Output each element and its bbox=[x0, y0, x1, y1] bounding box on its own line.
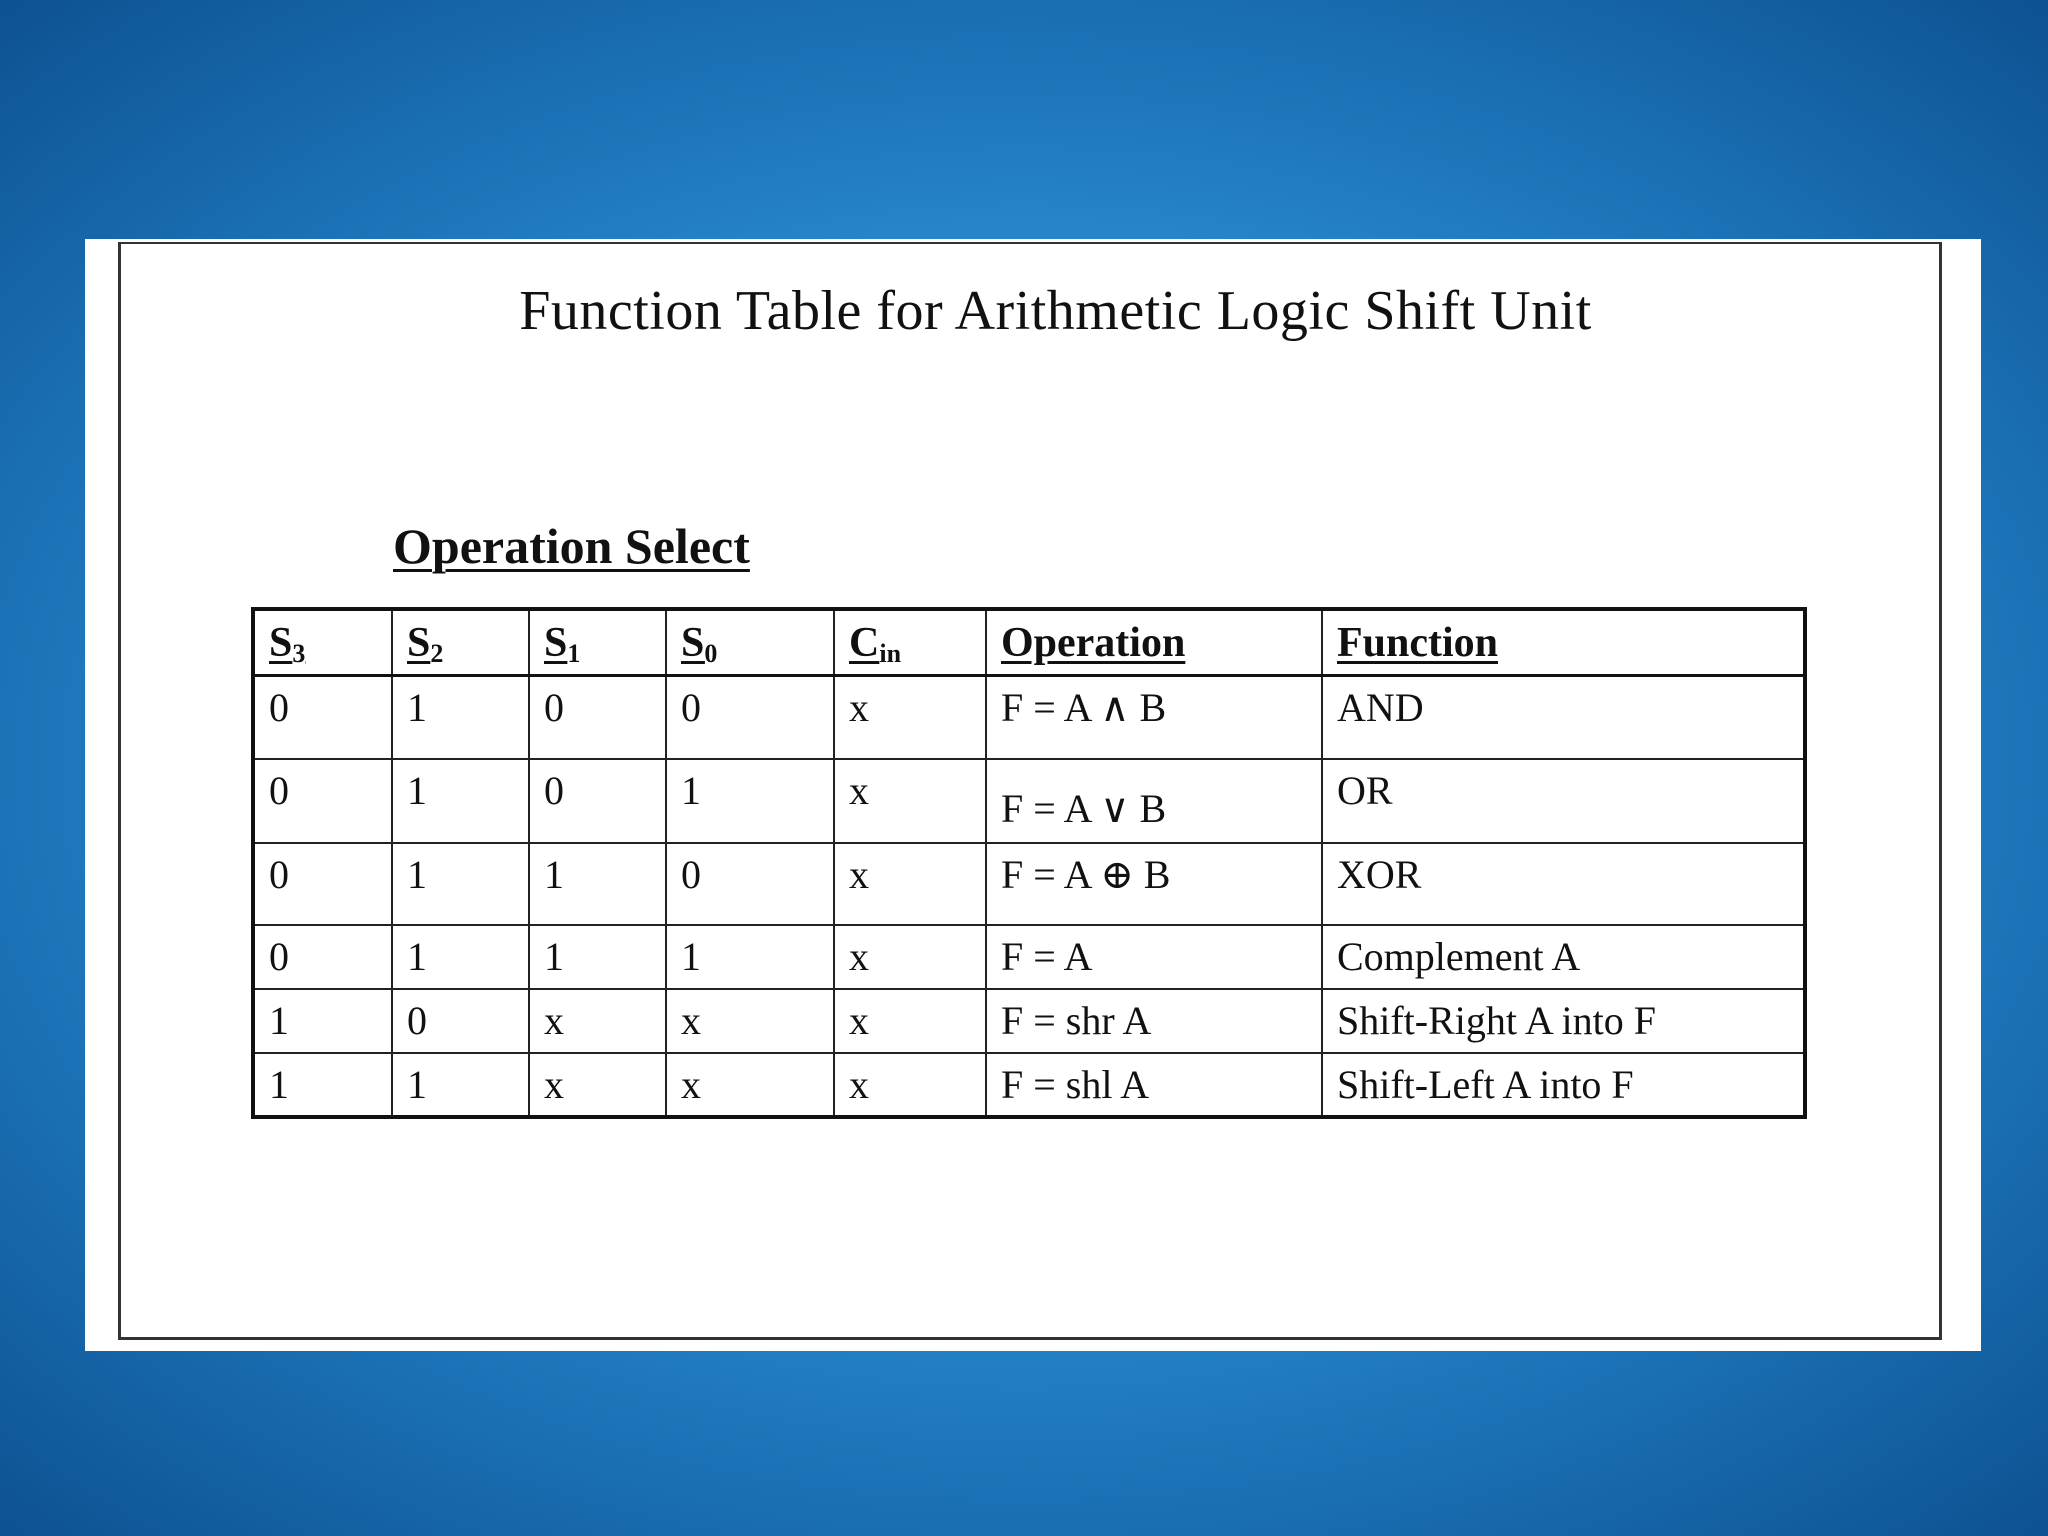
cell-s0: x bbox=[666, 1053, 834, 1117]
cell-function: Complement A bbox=[1322, 925, 1805, 989]
cell-s1: x bbox=[529, 1053, 666, 1117]
cell-s2: 1 bbox=[392, 843, 529, 925]
cell-operation: F = A bbox=[986, 925, 1322, 989]
table-row bbox=[253, 759, 1805, 843]
cell-operation: F = A ⊕ B bbox=[986, 843, 1322, 925]
table-row bbox=[253, 925, 1805, 989]
cell-s0: x bbox=[666, 989, 834, 1053]
cell-s1: 0 bbox=[529, 759, 666, 843]
cell-s3: 0 bbox=[253, 843, 392, 925]
table-row bbox=[253, 843, 1805, 925]
cell-s2: 1 bbox=[392, 675, 529, 759]
table-row bbox=[253, 675, 1805, 759]
cell-operation: F = A ∨ B bbox=[986, 759, 1322, 843]
cell-s1: 0 bbox=[529, 675, 666, 759]
cell-s3: 1 bbox=[253, 989, 392, 1053]
cell-operation: F = shl A bbox=[986, 1053, 1322, 1117]
cell-s1: 1 bbox=[529, 843, 666, 925]
table-header-row bbox=[253, 609, 1805, 675]
header-cin: $C_{in}$ bbox=[834, 609, 986, 675]
cell-s3: 1 bbox=[253, 1053, 392, 1117]
cell-s2: 0 bbox=[392, 989, 529, 1053]
cell-operation: F = shr A bbox=[986, 989, 1322, 1053]
cell-cin: x bbox=[834, 675, 986, 759]
cell-s3: 0 bbox=[253, 925, 392, 989]
cell-function: Shift-Left A into F bbox=[1322, 1053, 1805, 1117]
header-operation: Operation bbox=[986, 609, 1322, 675]
table-row bbox=[253, 1053, 1805, 1117]
cell-s1: x bbox=[529, 989, 666, 1053]
slide-page bbox=[85, 239, 1981, 1351]
cell-operation: F = A ∧ B bbox=[986, 675, 1322, 759]
cell-s0: 0 bbox=[666, 843, 834, 925]
cell-s3: 0 bbox=[253, 675, 392, 759]
header-function: Function bbox=[1322, 609, 1805, 675]
cell-function: OR bbox=[1322, 759, 1805, 843]
section-heading: Operation Select bbox=[393, 518, 750, 574]
cell-s2: 1 bbox=[392, 1053, 529, 1117]
header-s1: $S_1$ bbox=[529, 609, 666, 675]
cell-s1: 1 bbox=[529, 925, 666, 989]
cell-s2: 1 bbox=[392, 925, 529, 989]
cell-s0: 1 bbox=[666, 759, 834, 843]
cell-function: XOR bbox=[1322, 843, 1805, 925]
table-row bbox=[253, 989, 1805, 1053]
cell-cin: x bbox=[834, 925, 986, 989]
cell-s3: 0 bbox=[253, 759, 392, 843]
cell-s0: 0 bbox=[666, 675, 834, 759]
header-s3: $S_3$ bbox=[253, 609, 392, 675]
header-s2: $S_2$ bbox=[392, 609, 529, 675]
document-title: Function Table for Arithmetic Logic Shift Unit bbox=[519, 280, 1592, 342]
cell-s2: 1 bbox=[392, 759, 529, 843]
cell-cin: x bbox=[834, 759, 986, 843]
cell-cin: x bbox=[834, 989, 986, 1053]
function-table bbox=[251, 607, 1807, 1119]
cell-cin: x bbox=[834, 843, 986, 925]
cell-s0: 1 bbox=[666, 925, 834, 989]
cell-function: Shift-Right A into F bbox=[1322, 989, 1805, 1053]
cell-cin: x bbox=[834, 1053, 986, 1117]
header-s0: $S_0$ bbox=[666, 609, 834, 675]
cell-function: AND bbox=[1322, 675, 1805, 759]
